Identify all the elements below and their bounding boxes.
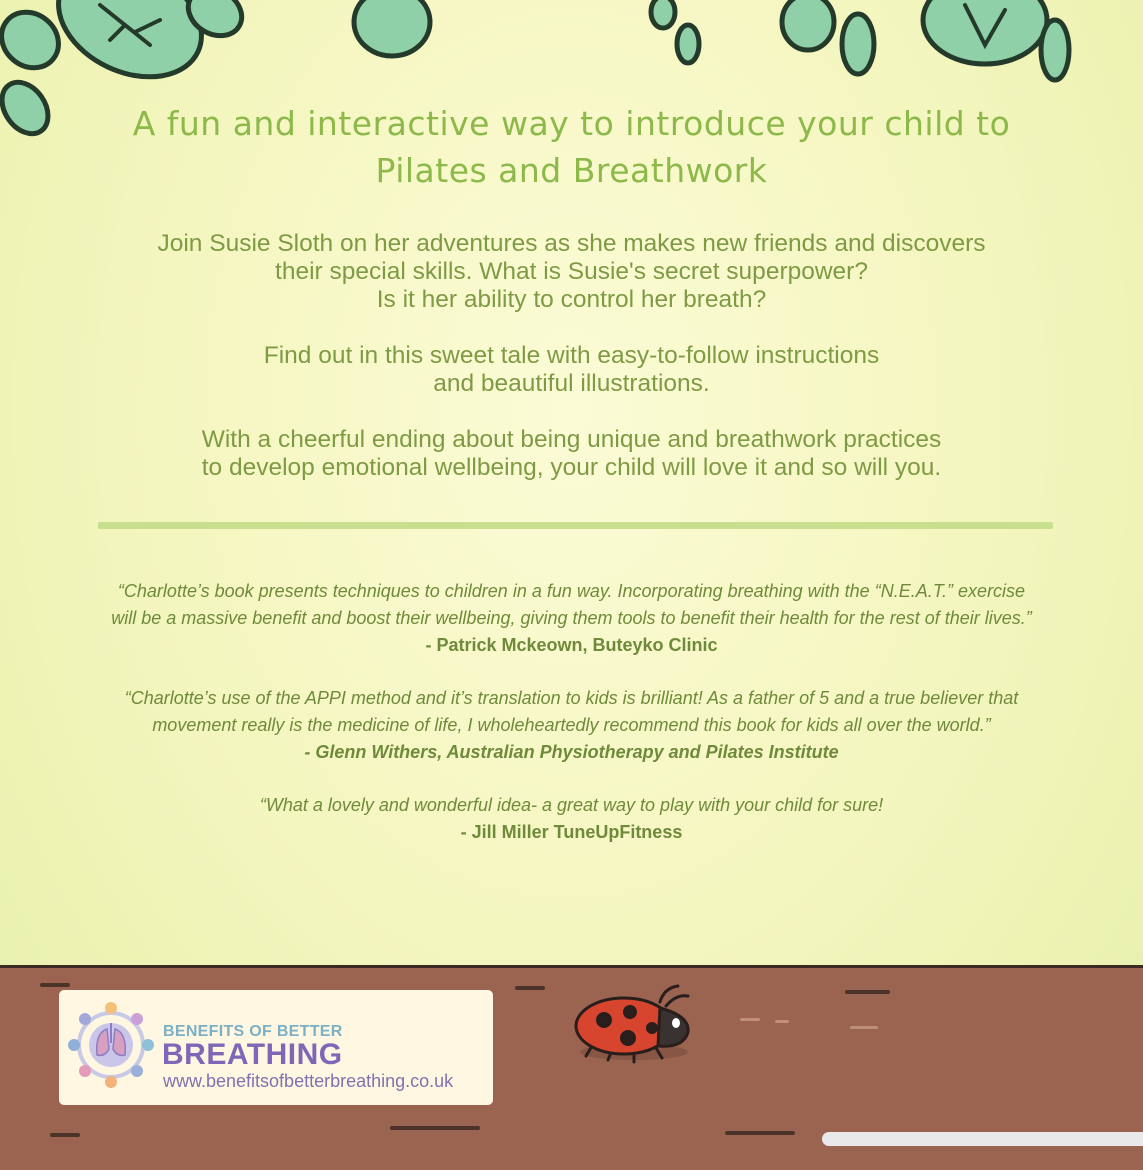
website-url: www.benefitsofbetterbreathing.co.uk (163, 1071, 454, 1091)
testimonial-text: “Charlotte’s use of the APPI method and it’s translation to kids is brilliant! As a father of 5 and a true believer that movement really is the medicine of life, I wholeheartedly recommend this book for kids all over the world.” (124, 688, 1019, 735)
ground-mark (50, 1133, 80, 1137)
testimonial-author: - Patrick Mckeown, Buteyko Clinic (425, 635, 718, 655)
logo-text-main: BREATHING (162, 1038, 343, 1071)
testimonials (60, 578, 1083, 872)
ground-mark (845, 990, 890, 994)
testimonial (60, 578, 1083, 659)
testimonial (60, 685, 1083, 766)
ground-mark (390, 1126, 480, 1130)
section-divider (98, 522, 1053, 529)
horizontal-scrollbar[interactable] (822, 1132, 1143, 1146)
benefits-of-better-breathing-logo (59, 990, 493, 1105)
ground-mark (850, 1026, 878, 1029)
intro-text (100, 230, 1043, 510)
intro-paragraph: With a cheerful ending about being unique and breathwork practices to develop emotional wellbeing, your child will love it and so will you. (201, 426, 942, 481)
ground-mark (40, 983, 70, 987)
ground-mark (740, 1018, 760, 1021)
testimonial-text: “What a lovely and wonderful idea- a great way to play with your child for sure! (259, 795, 884, 815)
ground-mark (725, 1131, 795, 1135)
ladybug-illustration (572, 982, 696, 1066)
testimonial-text: “Charlotte’s book presents techniques to children in a fun way. Incorporating breathing with the “N.E.A.T.” exercise will be a massive benefit and boost their wellbeing, giving them tools to benefit their health for the rest of their lives.” (111, 581, 1032, 628)
logo-text-top: BENEFITS OF BETTER (163, 1023, 343, 1040)
headline: A fun and interactive way to introduce your child to Pilates and Breathwork (132, 104, 1011, 190)
ground-mark (515, 986, 545, 990)
intro-paragraph: Find out in this sweet tale with easy-to-follow instructions and beautiful illustrations. (263, 342, 880, 397)
testimonial (60, 792, 1083, 846)
testimonial-author: - Jill Miller TuneUpFitness (460, 822, 683, 842)
intro-paragraph: Join Susie Sloth on her adventures as she makes new friends and discovers their special skills. What is Susie's secret superpower? Is it her ability to control her breath? (157, 230, 986, 313)
ground-mark (775, 1020, 789, 1023)
lungs-circle-icon (65, 999, 157, 1091)
testimonial-author: - Glenn Withers, Australian Physiotherapy and Pilates Institute (304, 742, 839, 762)
